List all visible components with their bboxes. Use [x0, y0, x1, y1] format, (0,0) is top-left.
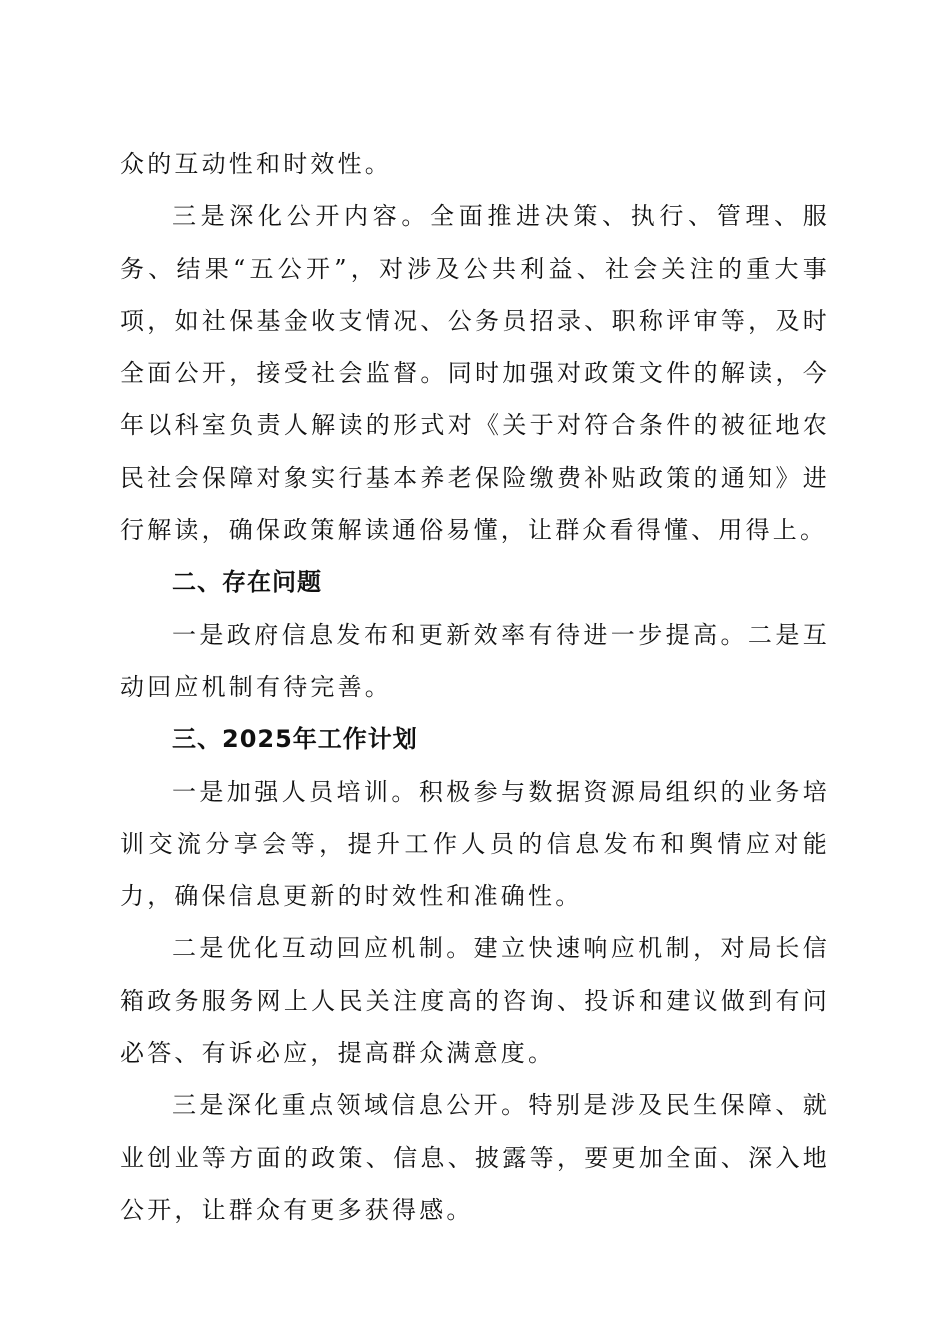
- paragraph-plan-training: 一是加强人员培训。积极参与数据资源局组织的业务培训交流分享会等，提升工作人员的信息发布和舆情应对能力，确保信息更新的时效性和准确性。: [120, 777, 830, 911]
- section-heading-work-plan: 三、2025年工作计划: [172, 725, 418, 754]
- section-heading-problems: 二、存在问题: [172, 568, 322, 597]
- document-body: [120, 138, 830, 1236]
- paragraph-plan-key-areas: 三是深化重点领域信息公开。特别是涉及民生保障、就业创业等方面的政策、信息、披露等，要更加全面、深入地公开，让群众有更多获得感。: [120, 1091, 830, 1224]
- paragraph-deepen-disclosure: 三是深化公开内容。全面推进决策、执行、管理、服务、结果“五公开”，对涉及公共利益、社会关注的重大事项，如社保基金收支情况、公务员招录、职称评审等，及时全面公开，接受社会监督。同时加强对政策文件的解读，今年以科室负责人解读的形式对《关于对符合条件的被征地农民社会保障对象实行基本养老保险缴费补贴政策的通知》进行解读，确保政策解读通俗易懂，让群众看得懂、用得上。: [120, 202, 830, 545]
- paragraph-plan-response: 二是优化互动回应机制。建立快速响应机制，对局长信箱政务服务网上人民关注度高的咨询、投诉和建议做到有问必答、有诉必应，提高群众满意度。: [120, 934, 830, 1068]
- paragraph-continuation: 众的互动性和时效性。: [120, 150, 392, 178]
- paragraph-problems: 一是政府信息发布和更新效率有待进一步提高。二是互动回应机制有待完善。: [120, 620, 830, 701]
